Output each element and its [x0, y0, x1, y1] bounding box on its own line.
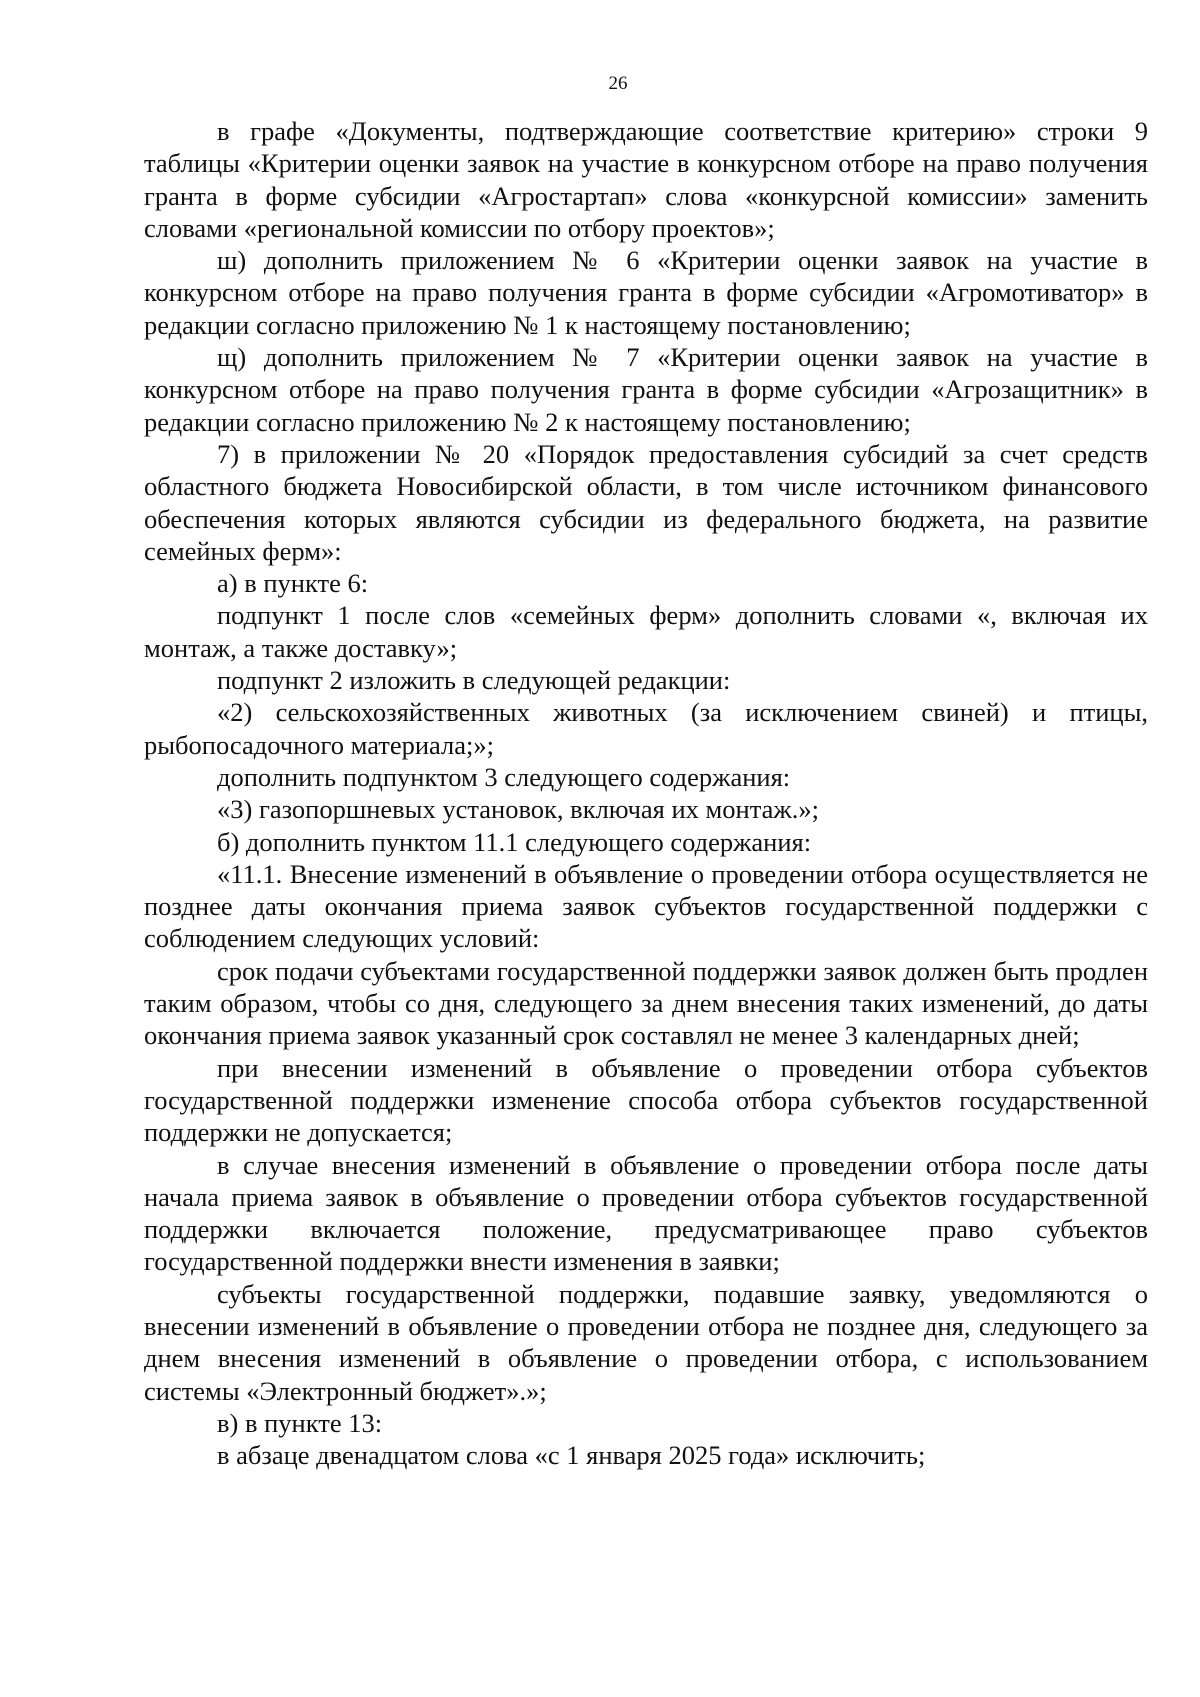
paragraph-deadline-extension: срок подачи субъектами государственной поддержки заявок должен быть продлен таким образом, чтобы со дня, следующего за днем внесения таких изменений, до даты окончания приема заявок указанный срок составлял не менее 3 календарных дней; — [144, 955, 1148, 1051]
paragraph-right-to-amend: в случае внесения изменений в объявление о проведении отбора после даты начала приема заявок в объявление о проведении отбора субъектов государственной поддержки включается положение, предусматривающее право субъектов государственной поддержки внести изменения в заявки; — [144, 1149, 1148, 1277]
paragraph-subpoint-2: подпункт 2 изложить в следующей редакции: — [217, 665, 731, 696]
paragraph-twelfth-abzac: в абзаце двенадцатом слова «с 1 января 2025 года» исключить; — [217, 1440, 926, 1471]
paragraph-subitem-v: в) в пункте 13: — [217, 1407, 383, 1438]
paragraph-item-sh: ш) дополнить приложением № 6 «Критерии оценки заявок на участие в конкурсном отборе на право получения гранта в форме субсидии «Агромотиватор» в редакции согласно приложению № 1 к настоящему постановлению; — [144, 245, 1148, 340]
page-number: 26 — [608, 73, 628, 94]
paragraph-subpoint-3-text: «3) газопоршневых установок, включая их монтаж.»; — [217, 794, 819, 825]
paragraph-documents-column: в графе «Документы, подтверждающие соответствие критерию» строки 9 таблицы «Критерии оценки заявок на участие в конкурсном отборе на право получения гранта в форме субсидии «Агростартап» слова «конкурсной комиссии» заменить словами «региональной комиссии по отбору проектов»; — [144, 116, 1148, 243]
paragraph-method-unchanged: при внесении изменений в объявление о проведении отбора субъектов государственной поддержки изменение способа отбора субъектов государственной поддержки не допускается; — [144, 1052, 1148, 1148]
paragraph-subpoint-1: подпункт 1 после слов «семейных ферм» дополнить словами «, включая их монтаж, а также доставку»; — [144, 600, 1148, 663]
paragraph-item-shch: щ) дополнить приложением № 7 «Критерии оценки заявок на участие в конкурсном отборе на право получения гранта в форме субсидии «Агрозащитник» в редакции согласно приложению № 2 к настоящему постановлению; — [144, 342, 1148, 437]
paragraph-subitem-a: а) в пункте 6: — [217, 568, 369, 599]
paragraph-notification: субъекты государственной поддержки, подавшие заявку, уведомляются о внесении изменений в объявление о проведении отбора не позднее дня, следующего за днем внесения изменений в объявление о проведении отбора, с использованием системы «Электронный бюджет».»; — [144, 1278, 1148, 1406]
document-body — [144, 115, 1148, 1471]
paragraph-add-subpoint-3: дополнить подпунктом 3 следующего содержания: — [217, 761, 791, 792]
paragraph-subpoint-2-text: «2) сельскохозяйственных животных (за исключением свиней) и птицы, рыбопосадочного материала;»; — [144, 697, 1148, 760]
paragraph-item-7: 7) в приложении № 20 «Порядок предоставления субсидий за счет средств областного бюджета Новосибирской области, в том числе источником финансового обеспечения которых являются субсидии из федерального бюджета, на развитие семейных ферм»: — [144, 438, 1148, 566]
paragraph-point-11-1: «11.1. Внесение изменений в объявление о проведении отбора осуществляется не позднее даты окончания приема заявок субъектов государственной поддержки с соблюдением следующих условий: — [144, 858, 1148, 954]
paragraph-subitem-b: б) дополнить пунктом 11.1 следующего содержания: — [217, 826, 812, 857]
